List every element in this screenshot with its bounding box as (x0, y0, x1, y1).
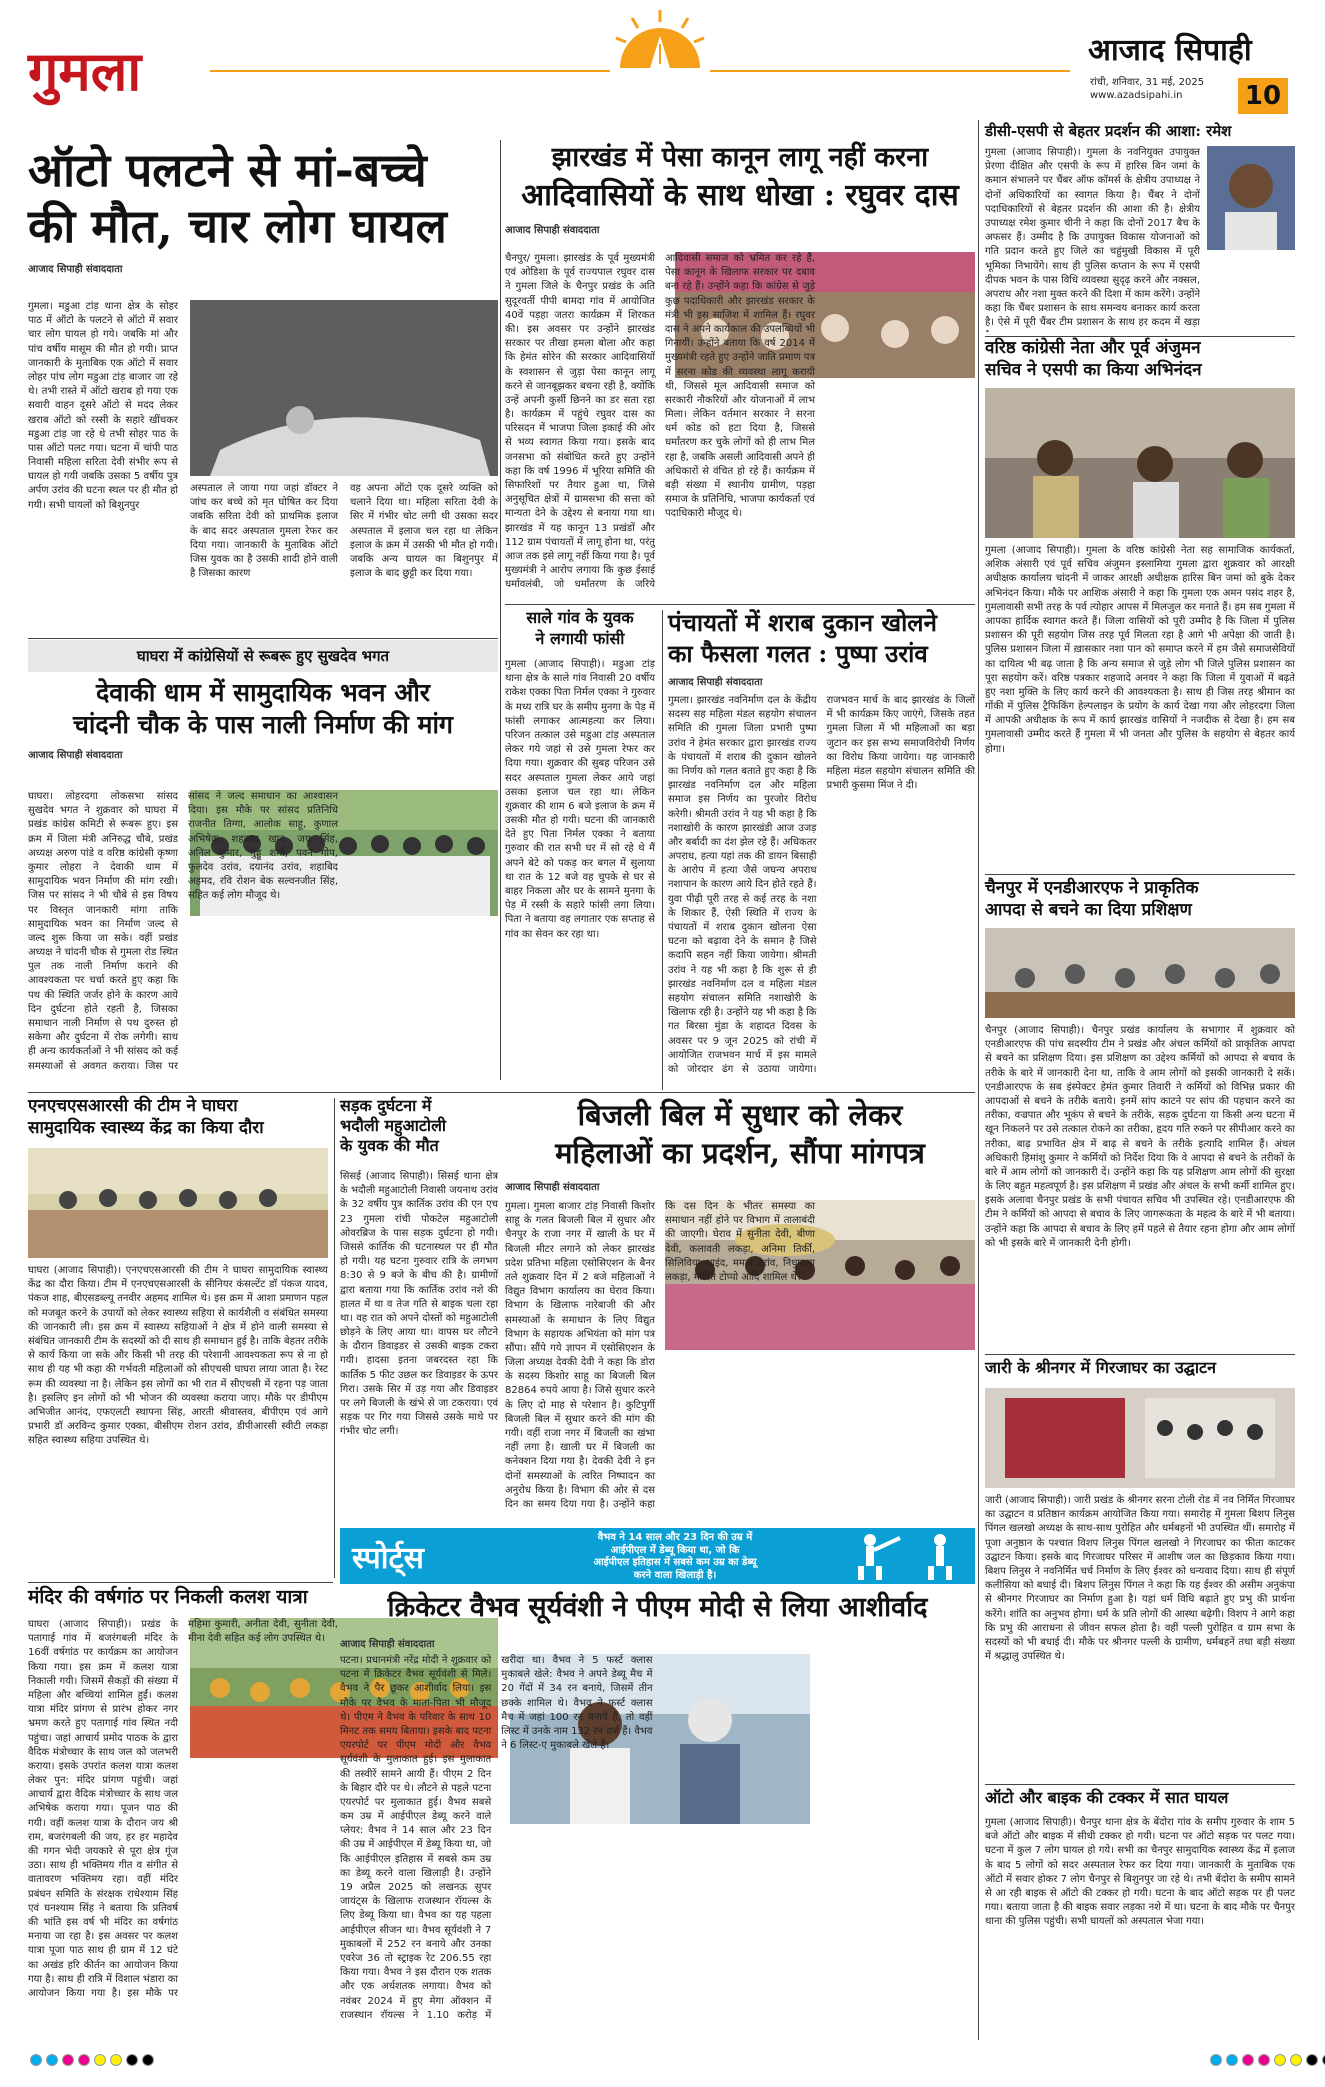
headline-line-1: चैनपुर में एनडीआरएफ ने प्राकृतिक (985, 878, 1199, 898)
headline-line-2: महिलाओं का प्रदर्शन, सौंपा मांगपत्र (555, 1136, 925, 1171)
story-body: गुमला। गुमला बाजार टांड़ निवासी किशोर साहू के गलत बिजली बिल में सुधार और चैनपुर के राजा नगर में खाली के घर में बिजली मीटर लगाने को लेकर झारखंड प्रदेश प्रतिभा महिला एसोसिएशन के बैनर तले शुक्रवार दिन में 2 बजे महिलाओं ने विद्युत विभाग कार्यालय का घेराव किया। विभाग के खिलाफ नारेबाजी की और समस्याओं के समाधान के लिए विद्युत विभाग के सहायक अभियंता को मांग पत्र सौंपा। सौंपे गये ज्ञापन में एसोसिएशन के जिला अध्यक्ष देवकी देवी ने कहा कि डोरा के सदस्य किशोर साहू का बिजली बिल 82864 रुपये आया है। जिसे सुधार करने के लिए दो माह से परेशान है। कुटिपुर्गी बिजली बिल में सुधार करने की मांग की गयी। वहीं राजा नगर में बिजली का खंभा नहीं लगा है। खाली घर में बिजली का कनेक्शन दिया गया है। देवकी देवी ने इन दोनों समस्याओं के त्वरित निष्पादन का अनुरोध किया है। विभाग की ओर से दस दिन का समय दिया गया है। उन्होंने कहा कि दस दिन के भीतर समस्या का समाधान नहीं होने पर विभाग में तालाबंदी की जाएगी। घेराव में सुनीता देवी, बीणा देवी, कलावती लकड़ा, अनिमा तिर्की, सिलिविया आइंद, ममता उरांव, निधुपाला लकड़ा, मोदित टोप्पो आदि शामिल थे। (505, 1201, 815, 1510)
story-col-3: वह अपना ऑटो एक दूसरे व्यक्ति को चलाने दिया था। महिला सरिता देवी के सिर में गंभीर चोट लगी थी उसका सदर अस्पताल में इलाज चल रहा था लेकिन इलाज के क्रम में उसकी भी मौत हो गयी। जबकि अन्य घायल का बिशुनपुर में इलाज के बाद छुट्टी कर दिया गया। (350, 483, 498, 580)
story-auto-bike (985, 1790, 1295, 2030)
color-dots-left (30, 2054, 154, 2068)
divider (985, 1784, 1295, 1785)
sports-section (340, 1528, 975, 2028)
story-pesa-law (505, 140, 975, 600)
page-number: 10 (1238, 78, 1288, 114)
story-body: घाघरा (आजाद सिपाही)। एनएचएसआरसी की टीम ने घाघरा सामुदायिक स्वास्थ्य केंद्र का दौरा किया। टीम में एनएचएसआरसी के सीनियर कंसल्टेंट डॉ पंकज यादव, पंकज शाह, बीएसडब्ल्यू तनवीर अहमद शामिल थे। इस क्रम में आशा प्रमाणन पहल को मजबूत करने के उपायों को लेकर स्वास्थ्य सहिया से कार्यशैली व संबंधित समस्या की जानकारी ली। इस क्रम में स्वास्थ्य सहियाओं ने क्षेत्र में होने वाली समस्या से संबंधित जानकारी टीम के सदस्यों को दी साथ ही समाधान हुई है। ताकि बेहतर तरीके से कार्य किया जा सके और किसी भी तरह की परेशानी आवश्यकता रूप से ना हो साथ ही यह भी कहा की गर्भवती महिलाओं को सीएचसी घाघरा लाया जाता है। रेस्ट रूम की व्यवस्था ना है। लेकिन इस लोगों का भी रात में सीएचसी में रहना पड़ जाता है। इसलिए इन लोगों को भी भोजन की व्यवस्था कराया जाए। मौके पर डीपीएम अभिजीत आनंद, एफएलटी स्थापना सिंह, आरती श्रीवास्तव, बीपीएम एवं आगे प्रभारी डॉ अरविन्द कुमार एक्का, बीसीएम रोशन उरांव, डीपीआरसी स्वीटी लकड़ा सहित स्वास्थ्य सहिया उपस्थित थे। (28, 1265, 328, 1447)
registration-dot (94, 2054, 106, 2066)
kicker: घाघरा में कांग्रेसियों से रूबरू हुए सुखदेव भगत (28, 640, 498, 672)
registration-dot (78, 2054, 90, 2066)
headline-line-1: देवाकी धाम में सामुदायिक भवन और (96, 678, 430, 707)
registration-dot (1290, 2054, 1302, 2066)
registration-dot (1258, 2054, 1270, 2066)
felicitation-photo (985, 388, 1295, 538)
color-dots-right (1210, 2054, 1325, 2068)
story-body: गुमला (आजाद सिपाही)। मडुआ टांड़ थाना क्षेत्र के साले गांव निवासी 20 वर्षीय राकेश एक्का पिता निर्मल एक्का ने गुरुवार के मध्य रात्रि घर के समीप मुनगा के पेड़ में फांसी लगाकर आत्महत्या कर लिया। परिजन तत्काल उसे मडुआ टांड़ अस्पताल लेकर गये जहां से उसे गुमला रेफर कर दिया गया। शुक्रवार की सुबह परिजन उसे सदर अस्पताल गुमला लेकर आये जहां उसका इलाज चल रहा था। लेकिन शुक्रवार की शाम 6 बजे इलाज के क्रम में उसकी मौत हो गयी। घटना की जानकारी देते हुए पिता निर्मल एक्का ने बताया गुरुवार की रात सभी घर में सो रहे थे मैं अपने बेटे को पकड़ कर बगल में सुलाया था रात के 12 बजे वह चुपके से घर से बाहर निकला और घर के सामने मुनगा के पेड़ में रस्सी के सहारे फांसी लगा लिया। पिता ने बताया वह लगातार एक सप्ताह से गांव का सेवन कर रहा था। (505, 659, 655, 940)
headline-line-1: सड़क दुर्घटना में (340, 1096, 432, 1115)
story-body: घाघरा (आजाद सिपाही)। प्रखंड के पतागाई गांव में बजरंगबली मंदिर के 16वीं वर्षगांठ पर कार्यक्रम का आयोजन किया गया। इस क्रम में कलश यात्रा निकाली गयी। जिसमें सैकड़ों की संख्या में महिला और बच्चियां शामिल हुईं। कलश यात्रा मंदिर प्रांगण से प्रारंभ होकर नगर भ्रमण करते हुए पतागाई गांव स्थित नदी पहुंचा। जहां आचार्य प्रमोद पाठक के द्वारा वैदिक मंत्रोच्चार के साथ जल को जलभरी कराया। इसके उपरांत कलश यात्रा कलश लेकर पुन: मंदिर प्रांगण पहुंची। जहां आचार्य द्वारा वैदिक मंत्रोच्चार के साथ जल अभिषेक कराया गया। पूजन पाठ की गयी। वहीं कलश यात्रा के दौरान जय श्री राम, बजरंगबली की जय, हर हर महादेव की गगन भेदी जयकारे से पूरा क्षेत्र गूंज उठा। साथ ही भक्तिमय गीत व संगीत से वातावरण भक्तिमय रहा। वहीं मंदिर प्रबंधन समिति के संरक्षक राधेश्याम सिंह एवं घनश्याम सिंह ने बताया कि प्रतिवर्ष की भांति इस वर्ष भी मंदिर का वर्षगांठ मनाया जा रहा है। इस अवसर पर कलश यात्रा पूजा पाठ साथ ही ग्राम में 12 घंटे का अखंड हरि कीर्तन का आयोजन किया गया है। साथ ही रात्रि में विशाल भंडारा का आयोजन किया गया है। इस मौके पर महिमा कुमारी, अनीता देवी, सुनीता देवी, मीना देवी सहित कई लोग उपस्थित थे। (28, 1619, 338, 1999)
registration-dot (1274, 2054, 1286, 2066)
story-ndrf (985, 880, 1295, 1350)
registration-dot (1306, 2054, 1318, 2066)
story-col-2: अस्पताल ले जाया गया जहां डॉक्टर ने जांच कर बच्चे को मृत घोषित कर दिया जबकि सरिता देवी को प्राथमिक इलाज के बाद सदर अस्पताल गुमला रेफर कर दिया गया। जानकारी के मुताबिक ऑटो जिस युवक का है उसकी शादी होने वाली है जिसका कारण (190, 483, 338, 580)
banner-line-1: वैभव ने 14 साल और 23 दिन की उम्र में (597, 1532, 753, 1543)
story-church (985, 1360, 1295, 1780)
divider (505, 604, 975, 605)
banner-note (530, 1532, 820, 1582)
divider (334, 1098, 335, 1578)
story-bhadauli-accident (340, 1098, 498, 1578)
banner-line-3: आईपीएल इतिहास में सबसे कम उम्र का डेब्यू (593, 1557, 757, 1568)
story-dc-sp (985, 124, 1295, 334)
story-body: गुमला। झारखंड नवनिर्माण दल के केंद्रीय सदस्य सह महिला मंडल सहयोग संचालन समिति की गुमला जिला प्रभारी पुष्पा उरांव ने हेमंत सरकार द्वारा झारखंड राज्य के पंचायतों में शराब की दुकान खोलने का निर्णय को गलत बताते हुए कहा है कि झारखंड नवनिर्माण दल और महिला समाज इस निर्णय का पुरजोर विरोध करेगी। श्रीमती उरांव ने यह भी कहा है कि नशाखोरी के कारण झारखंडी आज उजड़ और बर्बादी का दंश झेल रहे हैं। अधिकतर अपराध, हत्या यहां तक की डायन बिसाही के आरोप में हत्या जैसे जघन्य अपराध नशापान के कारण आये दिन होते रहते हैं। युवा पीढ़ी पूरी तरह से कई तरह के नशा के शिकार हैं, ऐसी स्थिति में राज्य के पंचायतों में शराब दुकान खोलना ऐसा घटना को बढ़ावा देने के समान है जिसे कदापि सहन नहीं किया जायेगा। श्रीमती उरांव ने यह भी कहा है कि शुरू से ही झारखंड नवनिर्माण दल व महिला मंडल सहयोग संचालन समिति नशाखोरी के खिलाफ रही है। उन्होंने यह भी कहा है कि गत बिरसा मुंडा के शहादत दिवस के अवसर पर 9 जून 2025 को रांची में आयोजित राजभवन मार्च में इस मामले को जोरदार ढंग से उठाया जायेगा। राजभवन मार्च के बाद झारखंड के जिलों में भी कार्यक्रम किए जाएंगे, जिसके तहत गुमला जिला में भी महिलाओं का बड़ा जुटान कर इस सभ्य समाजविरोधी निर्णय का विरोध किया जायेगा। यह जानकारी महिला मंडल सहयोग संचालन समिति की प्रभारी कुसमा मिंज ने दी। (668, 695, 975, 1075)
headline-line-3: के युवक की मौत (340, 1135, 439, 1155)
website: www.azadsipahi.in (1090, 90, 1183, 101)
divider (985, 1354, 1295, 1355)
ndrf-photo (985, 928, 1295, 1018)
headline-line-2: चांदनी चौक के पास नाली निर्माण की मांग (72, 710, 454, 740)
divider (985, 874, 1295, 875)
sports-banner (340, 1528, 975, 1584)
headline-line-1: ऑटो पलटने से मां-बच्चे (28, 143, 427, 197)
headline-line-2: भदौली महुआटोली (340, 1115, 447, 1135)
header-left-rule (210, 70, 610, 72)
registration-dot (110, 2054, 122, 2066)
headline-line-1: साले गांव के युवक (526, 608, 634, 627)
headline: मंदिर की वर्षगांठ पर निकली कलश यात्रा (28, 1586, 308, 1608)
registration-dot (1226, 2054, 1238, 2066)
pen-emblem-icon (610, 8, 710, 78)
headline-line-2: का फैसला गलत : पुष्पा उरांव (668, 639, 928, 669)
byline: आजाद सिपाही संवाददाता (28, 749, 123, 761)
story-nhsrc (28, 1098, 328, 1578)
headline: जारी के श्रीनगर में गिरजाघर का उद्घाटन (985, 1358, 1216, 1377)
banner-line-4: करने वाला खिलाड़ी है। (633, 1569, 717, 1581)
story-body: चैनपुर/ गुमला। झारखंड के पूर्व मुख्यमंत्री एवं ओडिशा के पूर्व राज्यपाल रघुवर दास ने गुमला जिले के चैनपुर प्रखंड के अति सुदूरवर्ती पीपी बामदा गांव में आयोजित 40वें पड़हा जतरा कार्यक्रम में शिरकत की। इस अवसर पर उन्होंने झारखंड सरकार पर तीखा हमला बोला और कहा कि हेमंत सोरेन की सरकार आदिवासियों के स्वशासन से जुड़ा पेसा कानून लागू करने से जानबूझकर बचना रही है, क्योंकि उन्हें अपनी कुर्सी छिनने का डर सता रहा है। कार्यक्रम में पहुंचे रघुवर दास का परिसदन में भाजपा जिला इकाई की ओर से भव्य स्वागत किया गया। इसके बाद जनसभा को संबोधित करते हुए उन्होंने कहा कि वर्ष 1996 में भूरिया समिति की सिफारिशों पर तैयार हुआ था, जिसे अनुसूचित क्षेत्रों में ग्रामसभा की सत्ता को मान्यता देने के उद्देश्य से बनाया गया था। झारखंड में यह कानून 13 प्रखंडों और 112 ग्राम पंचायतों में लागू होना था, परंतु आज तक इसे लागू नहीं किया गया है। पूर्व मुख्यमंत्री ने आरोप लगाया कि कुछ ईसाई धर्मावलंबी, जो धर्मांतरण के जरिये आदिवासी समाज को भ्रमित कर रहे हैं, पेसा कानून के खिलाफ सरकार पर दबाव बना रहे हैं। उन्होंने कहा कि कांग्रेस से जुड़े कुछ पदाधिकारी और झारखंड सरकार के मंत्री भी इस साजिश में शामिल हैं। रघुवर दास ने अपने कार्यकाल की उपलब्धियों भी गिनायीं। उन्होंने बताया कि वर्ष 2014 में मुख्यमंत्री रहते हुए उन्होंने जाति प्रमाण पत्र में सरना कोड की व्यवस्था लागू करायी थी, जिससे मूल आदिवासी समाज को सरकारी नौकरियों और योजनाओं में लाभ मिला। लेकिन वर्तमान सरकार ने सरना धर्म कोड को हटा दिया है, जिससे धर्मांतरण कर चुके लोगों को ही लाभ मिल रहा है, जबकि असली आदिवासी अपने ही अधिकारों से वंचित हो रहे हैं। कार्यक्रम में बड़ी संख्या में स्थानीय ग्रामीण, पड़हा समाज के प्रतिनिधि, भाजपा कार्यकर्ता एवं पदाधिकारी मौजूद थे। (505, 253, 815, 591)
registration-dot (126, 2054, 138, 2066)
registration-dot (142, 2054, 154, 2066)
headline-line-1: पंचायतों में शराब दुकान खोलने (668, 608, 937, 637)
byline: आजाद सिपाही संवाददाता (340, 1639, 435, 1650)
divider (662, 610, 663, 1090)
cricket-batsman-icon (840, 1530, 970, 1582)
divider (28, 1582, 333, 1583)
byline: आजाद सिपाही संवाददाता (668, 677, 763, 689)
story-body: गुमला (आजाद सिपाही)। गुमला के वरिष्ठ कांग्रेसी नेता सह सामाजिक कार्यकर्ता, अशिक अंसारी एवं पूर्व सचिव अंजुमन इस्लामिया गुमला द्वारा शुक्रवार को आरक्षी अधीक्षक कार्यालय चांदनी में जाकर आरक्षी अधीक्षक हारिस बिन जमां को बुके देकर अभिनंदन किया। मौके पर आशिक अंसारी ने कहा कि गुमला एक अमन पसंद शहर है, गुमलावासी सभी तरह के पर्व त्योहार आपस में मिलजुल कर मनाते हैं। हम सब गुमला में आपका हार्दिक स्वागत करते हैं। जिला वासियों को पूरी उम्मीद है कि जिला में पुलिस प्रशासन की पूरी सहयोग जिस तरह पूर्व मिलता रहा है आगे भी अपेक्षा की जाती है। पुलिस प्रशासन जिला में ख़ासकार नशा पान को समाप्त करने में हम जैसे समाजसेवियों का दायित्व भी बढ़ जाता है कि अन्य समाज से जुड़े लोग भी जिले पुलिस प्रशासन का पूरा सहयोग करें। वरिष्ठ पत्रकार शहजादे अनवर ने कहा कि जिला में युवाओं में बढ़ते हुए नशा मुक्ति के लिए कार्य करने की आवश्यकता है। साथ ही जिस तरह श्रीमान का गोंकी में पुलिस ट्रैफिकिंग हेल्पलाइन के प्रयोग के कार्य देखा गया और लोहरदगा जिला में आपकी अधीक्षक के रूप में कार्य झारखंड वासियों ने नजदीक से देखा है। हम सब गुमलावासी उम्मीद करते हैं गुमला में भी जनता और पुलिस के सहयोग से बेहतर कार्य होगा। (985, 545, 1295, 755)
divider (28, 1092, 975, 1093)
masthead (0, 0, 1325, 140)
registration-dot (46, 2054, 58, 2066)
byline: आजाद सिपाही संवाददाता (505, 224, 600, 236)
divider (978, 120, 979, 2040)
newspaper-name: आजाद सिपाही (1088, 33, 1252, 68)
story-body: घाघरा। लोहरदगा लोकसभा सांसद सुखदेव भगत ने शुक्रवार को घाघरा में प्रखंड कांग्रेस कमिटी से रूबरू हुए। इस क्रम में जिला मंत्री अनिरुद्ध चौबे, प्रखंड अध्यक्ष अरुण पांडे व वरिष्ठ कांग्रेसी कृष्णा कुमार लोहरा ने देवाकी धाम में सामुदायिक भवन निर्माण की मांग रखी। जिस पर सांसद ने भी चौबे से इस विषय पर विस्तृत जानकारी मांगा ताकि सामुदायिक भवन का निर्माण जल्द से जल्द शुरू किया जा सके। वहीं प्रखंड अध्यक्ष ने चांदनी चौक से गुमला रोड स्थित पुल तक नाली निर्माण कराने की आवश्यकता पर चर्चा करते हुए कहा कि पथ की स्थिति जर्जर होने के कारण आये दिन दुर्घटना होते रहती है, जिसका समाधान नाली निर्माण से पथ दुरुस्त हो सकेगा और दुर्घटना में रोक लगेगी। साथ ही अन्य कार्यकर्ताओं ने भी सांसद को कई समस्याओं से अवगत कराया। जिस पर सांसद ने जल्द समाधान का आश्वासन दिया। इस मौके पर सांसद प्रतिनिधि राजनीत तिग्गा, आलोक साहू, कुणाल अभिषेक, शहजाद खान, जय सिंह, अनिल कुमार, गुड्डू शर्मा, पवन गोप, फुलदेव उरांव, दयानंद उरांव, शहाबिद अहमद, रवि रोशन बेक सल्वनजीत सिंह, सहित कई लोग मौजूद थे। (28, 791, 338, 1072)
divider (985, 336, 1295, 337)
story-body: सिसई (आजाद सिपाही)। सिसई थाना क्षेत्र के भदौली महुआटोली निवासी जयनाथ उरांव के 32 वर्षीय पुत्र कार्तिक उरांव की एन एच 23 गुमला रांची पोकटेल महुआटोली ओवरब्रिज के पास सड़क दुर्घटना हो गयी। जिससे कार्तिक की घटनास्थल पर ही मौत हो गयी। यह घटना गुरुवार रात्रि के लगभग 8:30 से 9 बजे के बीच की है। ग्रामीणों द्वारा बताया गया कि कार्तिक उरांव नशे की हालत में था व तेज गति से बाइक चला रहा था। वह रात को अपने दोस्तों को महुआटोली छोड़ने के लिए आया था। वापस घर लौटने के दौरान डिवाइडर से उसकी बाइक टकरा गयी। हादसा इतना जबरदस्त रहा कि कार्तिक 5 फीट उछल कर डिवाइडर के ऊपर गिरा। उसके सिर में उड़ गया और डिवाइडर पर लगे बिजली के खंभे से जा टकराया। एवं सड़क पर गिर गया जिससे उसके माथे पर गंभीर चोट लगी। (340, 1171, 498, 1438)
sports-label: स्पोर्ट्स (352, 1541, 424, 1576)
registration-marks (0, 2046, 1325, 2076)
headline-line-2: ने लगायी फांसी (535, 628, 625, 648)
headline-line-2: सचिव ने एसपी का किया अभिनंदन (985, 359, 1202, 380)
registration-dot (1242, 2054, 1254, 2066)
headline-line-1: झारखंड में पेसा कानून लागू नहीं करना (551, 142, 929, 173)
headline: ऑटो और बाइक की टक्कर में सात घायल (985, 1788, 1229, 1807)
story-suicide (505, 610, 655, 1090)
header-right-rule (710, 70, 1070, 72)
byline: आजाद सिपाही संवाददाता (505, 1181, 600, 1193)
story-body: चैनपुर (आजाद सिपाही)। चैनपुर प्रखंड कार्यालय के सभागार में शुक्रवार को एनडीआरएफ की पांच सदस्यीय टीम ने प्रखंड और अंचल कर्मियों को प्राकृतिक आपदा से बचने का प्रशिक्षण दिया। इस प्रशिक्षण का उद्देश्य कर्मियों को आपदा से बचाव के तरीके के बारे में जानकारी देना था, ताकि वे आम लोगों को इसकी जानकारी दे सकें। एनडीआरएफ के सब इंस्पेक्टर हेमंत कुमार तिवारी ने कर्मियों को विभिन्न प्रकार की आपदाओं से बचने के तरीके बताये। इनमें सांप काटने पर सांप की पहचान करने का तरीका, वज्रपात और भूकंप से बचने के तरीके, सड़क दुर्घटना या किसी अन्य घटना में खून निकलने पर उसे तत्काल रोकने का तरीका, हृदय गति रुकने पर सीपीआर करने का तरीका, बाढ़ प्रभावित क्षेत्र में बाढ़ से बचने के तरीके इत्यादि शामिल हैं। अंचल अधिकारी हिमांशु कुमार ने कर्मियों को निर्देश दिया कि वे आपदा से बचने के तरीकों के बारे में आम लोगों को जानकारी दें। उन्होंने कहा कि यह प्रशिक्षण आम लोगों की सुरक्षा के लिए बहुत महत्वपूर्ण है। इस प्रशिक्षण में प्रखंड और अंचल के सभी कर्मी शामिल हुए। इसके अलावा चैनपुर प्रखंड के सभी पंचायत सचिव भी उपस्थित रहे। एनडीआरएफ की टीम ने कर्मियों को आपदा से बचाव के लिए जागरूकता के महत्व के बारे में भी बताया। उन्होंने कहा कि आपदा से बचाव के लिए हमें पहले से तैयार रहना होगा और आम लोगों को भी इसके बारे में जानकारी देनी होगी। (985, 1025, 1295, 1249)
headline-line-2: आदिवासियों के साथ धोखा : रघुवर दास (521, 178, 959, 214)
story-lead: गुमला। मडुआ टांड़ थाना क्षेत्र के सोहर पाठ में ऑटो के पलटने से ऑटो में सवार चार लोग घायल हो गये। जबकि मां और पांच वर्षीय मासूम की मौत हो गयी। प्राप्त जानकारी के मुताबिक एक ऑटो में सवार लोहर पांच लोग मडुआ टांड़ बाजार जा रहे थे। तभी रास्ते में ऑटो खराब हो गया एक सवारी वाहन दूसरे ऑटो से मदद लेकर खराब ऑटो को रस्सी के सहारे खींचकर मडुआ टांड़ जा रहे थे तभी सोहर पाठ के पास ऑटो पलट गया। घटना में चांपी पाठ निवासी महिला सरिता देवी संभीर रूप से घायल हो गयी जबकि उसका 5 वर्षीय पुत्र अर्पण उरांव की घटना स्थल पर ही मौत हो गयी। सभी घायलों को बिशुनपुर (28, 301, 178, 511)
banner-line-2: आईपीएल में डेब्यू किया था, जो कि (610, 1544, 740, 1556)
date-line: रांची, शनिवार, 31 मई, 2025 (1090, 77, 1205, 88)
story-liquor-shops (668, 610, 975, 1090)
headline-line-1: बिजली बिल में सुधार को लेकर (577, 1098, 903, 1132)
church-photo (985, 1388, 1295, 1488)
story-electricity-protest (505, 1100, 975, 1520)
story-auto-accident (28, 140, 498, 640)
headline-line-2: की मौत, चार लोग घायल (28, 199, 447, 254)
story-body: पटना। प्रधानमंत्री नरेंद्र मोदी ने शुक्रवार को पटना में क्रिकेटर वैभव सूर्यवंशी से मिले। वैभव ने पैर छूकर आशीर्वाद लिया। इस मौके पर वैभव के माता-पिता भी मौजूद थे। पीएम ने वैभव के परिवार के साथ 10 मिनट तक समय बिताया। इसके बाद पटना एयरपोर्ट पर पीएम मोदी और वैभव सूर्यवंशी के मुलाकात हुई। इस मुलाकात की तस्वीरें सामने आयी हैं। पीएम 2 दिन के बिहार दौरे पर थे। लौटने से पहले पटना एयरपोर्ट पर मुलाकात हुई। वैभव सबसे कम उम्र में आईपीएल डेब्यू करने वाले प्लेयर: वैभव ने 14 साल और 23 दिन की उम्र में आईपीएल में डेब्यू किया था, जो कि आईपीएल इतिहास में सबसे कम उम्र का डेब्यू करने वाला खिलाड़ी है। उन्होंने 19 अप्रैल 2025 को लखनऊ सुपर जायंट्स के खिलाफ राजस्थान रॉयल्स के लिए डेब्यू किया था। वैभव का यह पहला आईपीएल सीजन था। वैभव सूर्यवंशी ने 7 मुकाबलों में 252 रन बनाये और उनका एवरेज 36 तो स्ट्राइक रेट 206.55 रहा किया गया। वैभव ने इस दौरान एक शतक और एक अर्धशतक लगाया। वैभव को नवंबर 2024 में हुए मेगा ऑक्शन में राजस्थान रॉयल्स ने 1.10 करोड़ में खरीदा था। वैभव ने 5 फर्स्ट क्लास मुकाबले खेले: वैभव ने अपने डेब्यू मैच में 20 गेंदों में 34 रन बनाये, जिसमें तीन छक्के शामिल थे। वैभव ने फर्स्ट क्लास मैच में जहां 100 रन बनाये हैं, तो वहीं लिस्ट में उनके नाम 132 रन दर्ज हैं। वैभव ने 6 लिस्ट-ए मुकाबले खेले हैं। (340, 1655, 653, 2021)
headline-line-2: सामुदायिक स्वास्थ्य केंद्र का किया दौरा (28, 1117, 264, 1138)
story-body: गुमला (आजाद सिपाही)। चैनपुर थाना क्षेत्र के बेंदोरा गांव के समीप गुरुवार के शाम 5 बजे ऑटो और बाइक में सीधी टक्कर हो गयी। घटना पर ऑटो सड़क पर पलट गया। घटना में कुल 7 लोग घायल हो गये। सभी का चैनपुर सामुदायिक स्वास्थ्य केंद्र में इलाज के बाद 5 लोगों को सदर अस्पताल रेफर कर दिया गया। जानकारी के मुताबिक एक ऑटो में सवार होकर 7 लोग चैनपुर से बिशुनपुर जा रहे थे। तभी बेंदोरा के समीप सामने से आ रही बाइक से ऑटो की टक्कर हो गयी। घटना के बाद ऑटो सड़क पर ही पलट गया। बताया जाता है की बाइक सवार लड़का नशे में था। घटना के बाद मौके पर चैनपुर थाना की पुलिस पहुंची। सभी घायलों को अस्पताल भेजा गया। (985, 1817, 1295, 1928)
health-centre-photo (28, 1148, 328, 1258)
headline-line-1: वरिष्ठ कांग्रेसी नेता और पूर्व अंजुमन (985, 338, 1201, 358)
ramesh-photo (1207, 146, 1295, 250)
accident-photo (190, 300, 498, 476)
registration-dot (30, 2054, 42, 2066)
headline-line-2: आपदा से बचने का दिया प्रशिक्षण (985, 899, 1192, 920)
story-body: गुमला (आजाद सिपाही)। गुमला के नवनियुक्त उपायुक्त प्रेरणा दीक्षित और एसपी के रूप में हारिस बिन जमां के कमान संभालने पर चैंबर ऑफ कॉमर्स के क्षेत्रीय उपाध्यक्ष ने दोनों अधिकारियों का स्वागत किया है। चैंबर ने दोनों पदाधिकारियों से बेहतर प्रदर्शन की आशा की है। क्षेत्रीय उपाध्यक्ष रमेश कुमार चीनी ने कहा कि दोनों 2017 बैच के अफसर हैं। उम्मीद है कि उपायुक्त विकास योजनाओं को गति प्रदान करते हुए जिले का चहुंमुखी विकास में पूरी भूमिका निभायेंगे। साथ ही पुलिस कप्तान के रूप में एसपी दीपक भवन के पास विधि व्यवस्था सुदृढ़ करने और नक्सल, अपराध और नशा मुक्त करने की दिशा में काम करेंगे। उन्होंने कहा कि चैंबर प्रशासन के साथ समन्वय बनाकर कार्य करता है। ऐसे में पूरी चैंबर टीम प्रशासन के साथ हर कदम में खड़ा (985, 147, 1200, 329)
section-name: गुमला (28, 39, 142, 103)
story-body: जारी (आजाद सिपाही)। जारी प्रखंड के श्रीनगर सरना टोली रोड में नव निर्मित गिरजाघर का उद्घाटन व प्रतिष्ठान कार्यक्रम आयोजित किया गया। समारोह में गुमला बिशप लिनुस पिंगल खलखो अध्यक्ष के साथ-साथ पुरोहित और धर्मबहनों भी उपस्थित थीं। समारोह में पूजा अनुष्ठान के पश्चात विशप लिनुस पिंगल खलखो ने गिरजाघर का फीता काटकर उद्घाटन किया। इसके बाद गिरजाघर परिसर में आशीष जल का छिड़काव किया गया। बिशप लिनुस ने नवनिर्मित चर्च निर्माण के लिए ईश्वर को धन्यवाद दिया। साथ ही संपूर्ण कलीसिया को बधाई दी। बिशप लिनुस पिंगल ने कहा कि यह ईश्वर की असीम अनुकंपा से श्रीनगर गिरजाघर का निर्माण हुआ है। यहां धर्म विधि बढ़ाते हुए प्रभु की प्रार्थना करेंगे। शांति का अनुभव होगा। धर्म के प्रति लोगों की आस्था बढ़ेगी। विशप ने आगे कहा कि प्रभु की आराधना से जीवन सफल होता है। वहीं पल्ली पुरोहित व ग्राम सभा के सदस्यों को भी बधाई दी। मौके पर श्रीनगर पल्ली के ग्रामीण, धर्मबहनें तथा बड़ी संख्या में श्रद्धालु उपस्थित थे। (985, 1495, 1295, 1663)
byline: आजाद सिपाही संवाददाता (28, 263, 123, 275)
divider (28, 638, 498, 639)
headline-line-1: एनएचएसआरसी की टीम ने घाघरा (28, 1096, 238, 1116)
headline: डीसी-एसपी से बेहतर प्रदर्शन की आशा: रमेश (985, 122, 1232, 140)
story-sp-felicitation (985, 340, 1295, 870)
registration-dot (62, 2054, 74, 2066)
registration-dot (1210, 2054, 1222, 2066)
story-community-hall (28, 640, 498, 1088)
sports-headline: क्रिकेटर वैभव सूर्यवंशी ने पीएम मोदी से लिया आशीर्वाद (387, 1592, 928, 1623)
divider (500, 140, 501, 1080)
